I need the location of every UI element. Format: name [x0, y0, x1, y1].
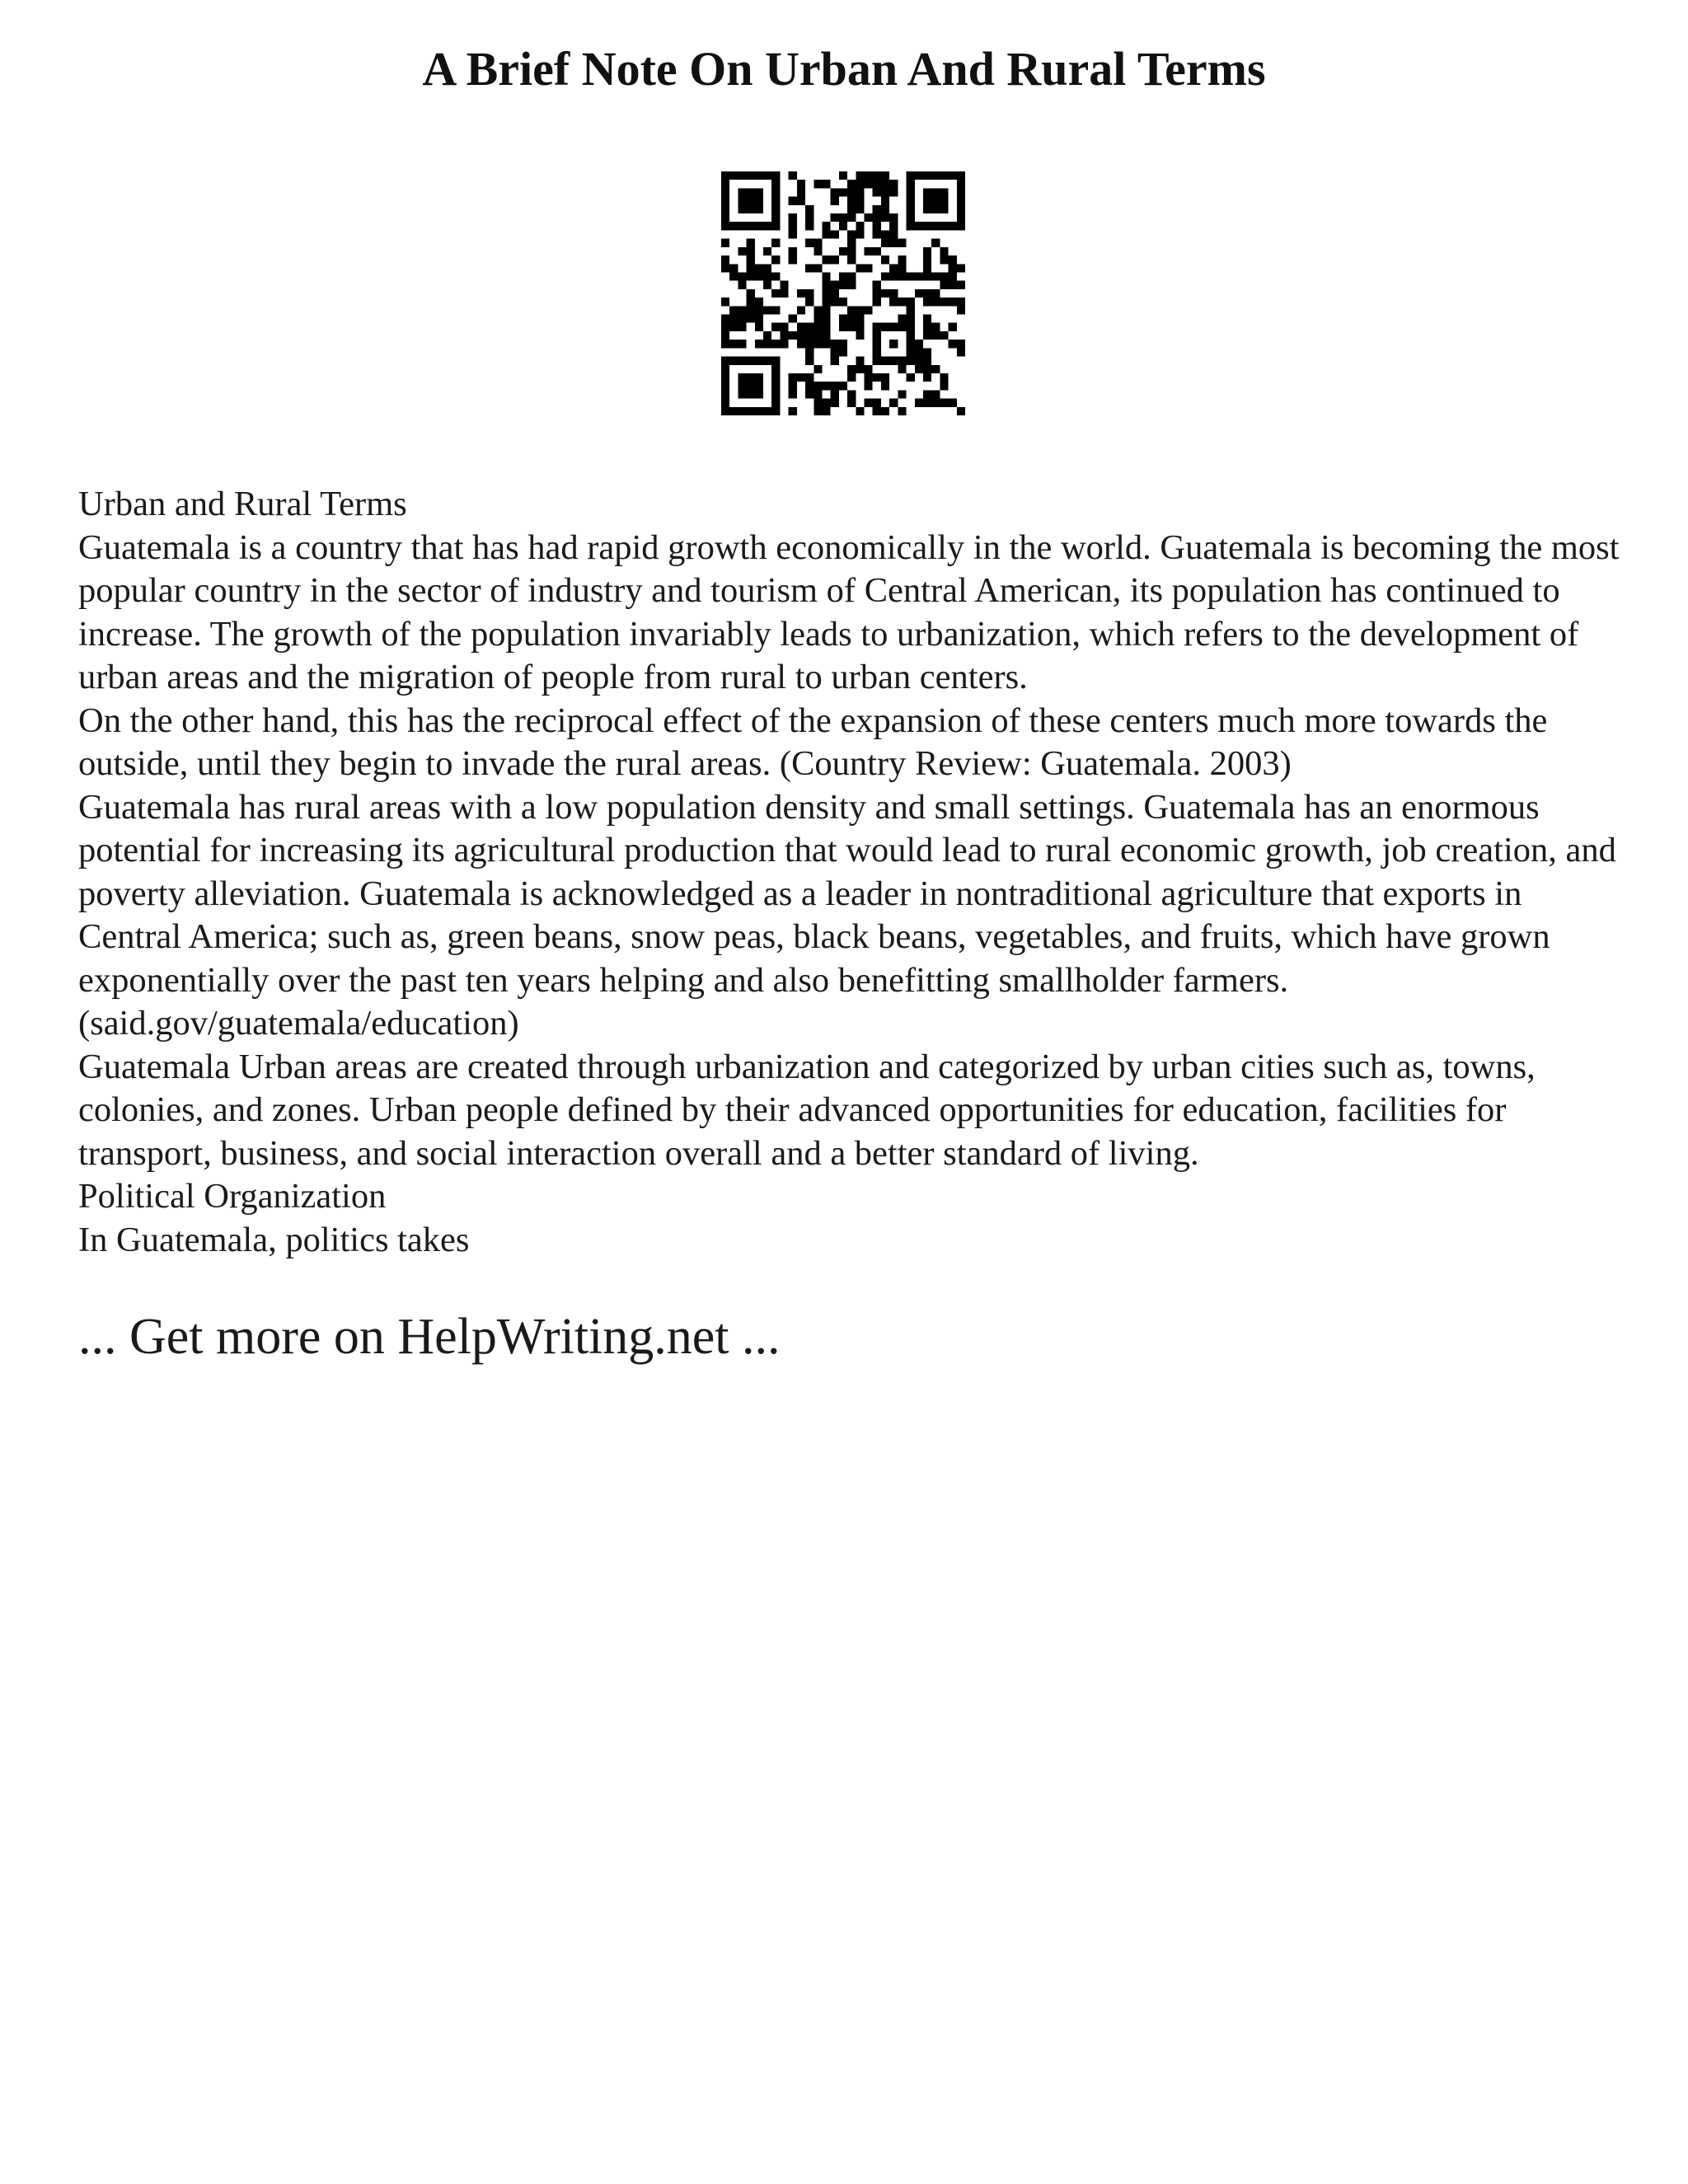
document-body [78, 483, 1628, 1262]
document-title: A Brief Note On Urban And Rural Terms [422, 42, 1266, 96]
section-heading-urban-rural: Urban and Rural Terms [78, 485, 407, 523]
paragraph-urban-areas: Guatemala Urban areas are created through urbanization and categorized by urban cities such as, towns, colonies, and zones. Urban people defined by their advanced opportunities for education, facilities for transport, business, and social interaction overall and a better standard of living. [78, 1047, 1536, 1173]
paragraph-politics: In Guatemala, politics takes [78, 1220, 470, 1259]
paragraph-growth: Guatemala is a country that has had rapid growth economically in the world. Guatemala is becoming the most popular country in the sector of industry and tourism of Central American, its population has continued to increase. The growth of the population invariably leads to urbanization, which refers to the development of urban areas and the migration of people from rural to urban centers. [78, 527, 1620, 696]
paragraph-rural-areas: Guatemala has rural areas with a low population density and small settings. Guatemala has an enormous potential for increasing its agricultural production that would lead to rural economic growth, job creation, and poverty alleviation. Guatemala is acknowledged as a leader in nontraditional agriculture that exports in Central America; such as, green beans, snow peas, black beans, vegetables, and fruits, which have grown exponentially over the past ten years helping and also benefitting smallholder farmers. (said.gov/guatemala/education) [78, 787, 1616, 1043]
qr-code-icon [721, 171, 965, 415]
paragraph-expansion: On the other hand, this has the reciprocal effect of the expansion of these centers much more towards the outside, until they begin to invade the rural areas. (Country Review: Guatemala. 2003) [78, 701, 1548, 783]
section-heading-political: Political Organization [78, 1177, 387, 1216]
helpwriting-link[interactable]: ... Get more on HelpWriting.net ... [78, 1309, 781, 1365]
